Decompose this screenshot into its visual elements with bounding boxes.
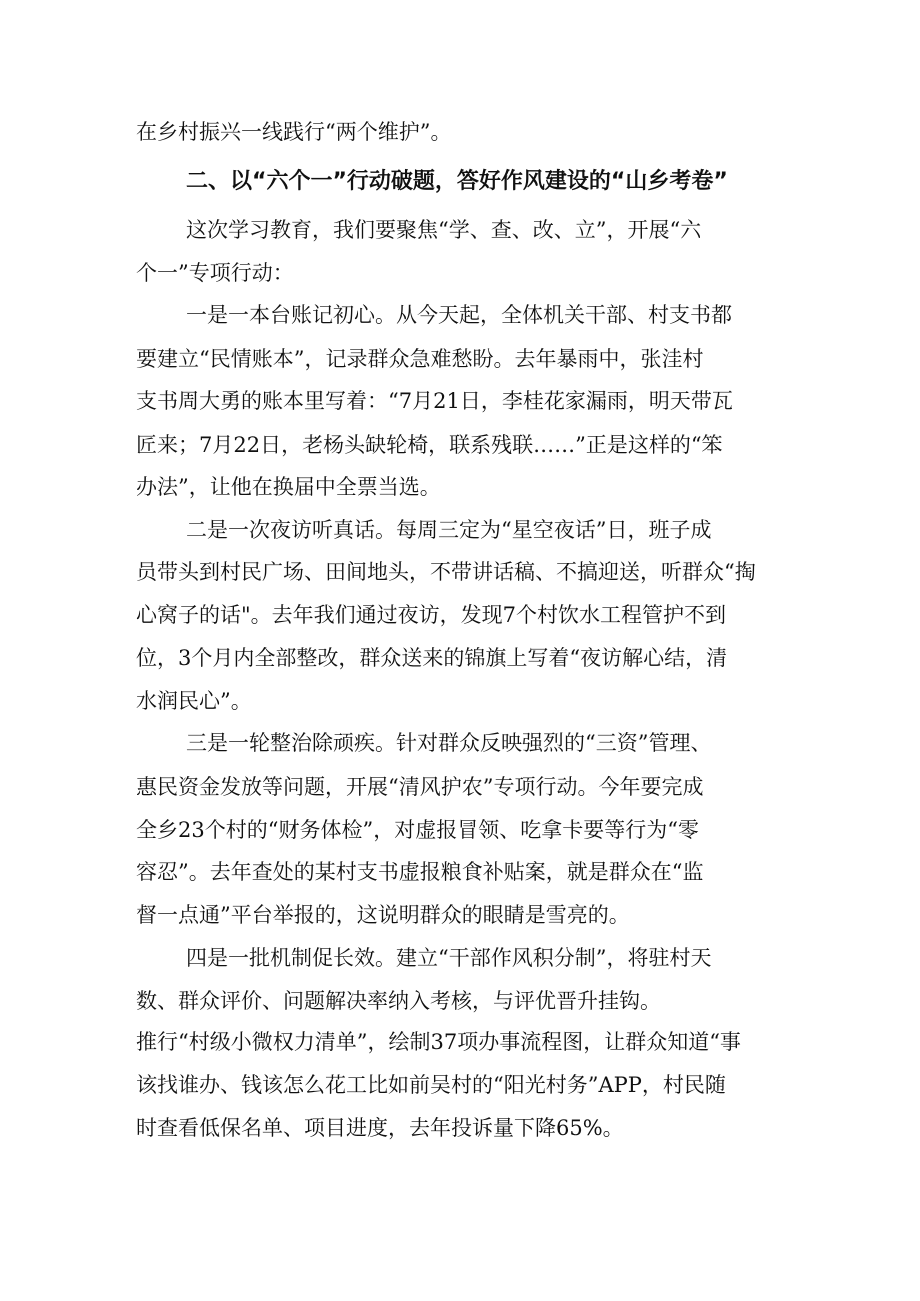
text-line: 支书周大勇的账本里写着：“7月21日，李桂花家漏雨，明天带瓦 xyxy=(136,389,733,413)
text-line: 二是一次夜访听真话。每周三定为“星空夜话”日，班子成 xyxy=(186,518,712,542)
text-line: 推行“村级小微权力清单”，绘制37项办事流程图，让群众知道“事 xyxy=(136,1030,741,1054)
text-line: 一是一本台账记初心。从今天起，全体机关干部、村支书都 xyxy=(186,303,732,327)
text-line: 办法”，让他在换届中全票当选。 xyxy=(136,475,441,499)
text-line: 三是一轮整治除顽疾。针对群众反映强烈的“三资”管理、 xyxy=(186,731,712,755)
text-line: 惠民资金发放等问题，开展“清风护农”专项行动。今年要完成 xyxy=(136,775,704,799)
text-line: 督一点通”平台举报的，这说明群众的眼睛是雪亮的。 xyxy=(136,903,630,927)
text-line: 时查看低保名单、项目进度，去年投诉量下降65%。 xyxy=(136,1116,624,1140)
text-line: 水润民心”。 xyxy=(136,689,252,713)
text-line: 匠来；7月22日，老杨头缺轮椅，联系残联……”正是这样的“笨 xyxy=(136,433,723,457)
text-line: 容忍”。去年查处的某村支书虚报粮食补贴案，就是群众在“监 xyxy=(136,860,704,884)
text-line: 四是一批机制促长效。建立“干部作风积分制”，将驻村天 xyxy=(186,946,712,970)
text-line: 个一”专项行动： xyxy=(136,261,294,285)
text-line: 这次学习教育，我们要聚焦“学、查、改、立”，开展“六 xyxy=(186,218,702,242)
text-line: 该找谁办、钱该怎么花工比如前吴村的“阳光村务”APP，村民随 xyxy=(136,1073,726,1097)
text-line: 位，3个月内全部整改，群众送来的锦旗上写着“夜访解心结，清 xyxy=(136,646,728,670)
text-line: 要建立“民情账本”，记录群众急难愁盼。去年暴雨中，张洼村 xyxy=(136,347,704,371)
text-line: 员带头到村民广场、田间地头，不带讲话稿、不搞迎送，听群众“掏 xyxy=(136,560,756,584)
section-heading: 二、以“六个一”行动破题，答好作风建设的“山乡考卷” xyxy=(186,169,728,194)
text-line: 心窝子的话"。去年我们通过夜访，发现7个村饮水工程管护不到 xyxy=(136,603,727,627)
text-line: 数、群众评价、问题解决率纳入考核，与评优晋升挂钩。 xyxy=(136,989,661,1013)
text-line: 在乡村振兴一线践行“两个维护”。 xyxy=(136,120,452,144)
text-line: 全乡23个村的“财务体检”，对虚报冒领、吃拿卡要等行为“零 xyxy=(136,818,699,842)
